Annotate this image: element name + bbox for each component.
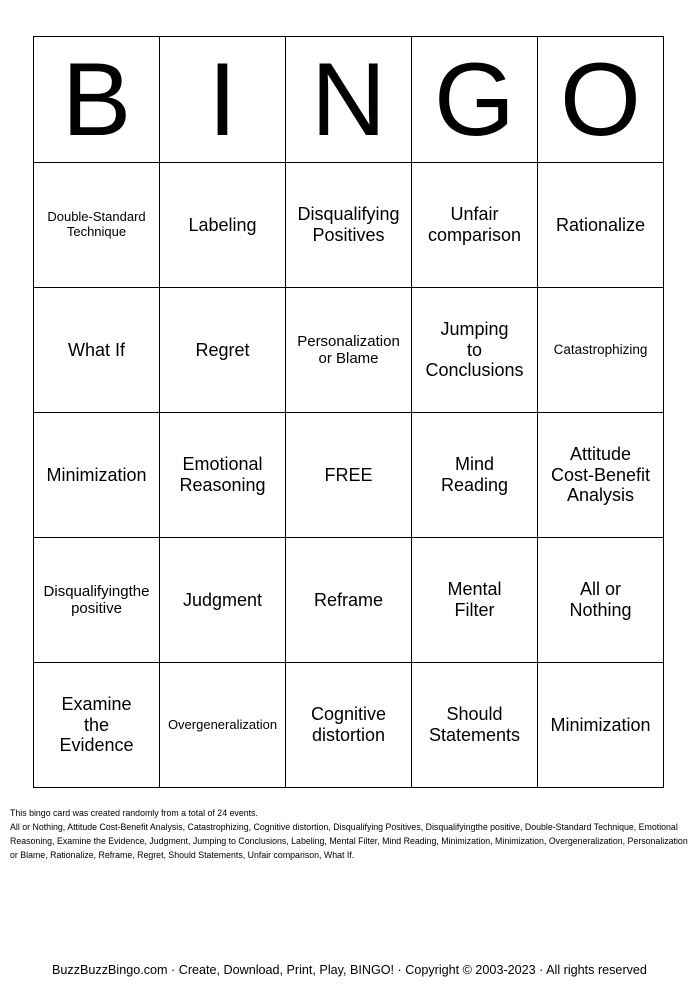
bingo-cell [538, 538, 664, 663]
card-summary: This bingo card was created randomly from a total of 24 events. [10, 808, 258, 818]
bingo-row [34, 538, 664, 663]
bingo-row [34, 663, 664, 788]
bingo-cell [412, 413, 538, 538]
bingo-cell [538, 663, 664, 788]
cell-text: Overgeneralization [167, 716, 278, 732]
bingo-cell [538, 163, 664, 288]
bingo-cell [160, 538, 286, 663]
bingo-cell [538, 413, 664, 538]
bingo-cell [286, 663, 412, 788]
bingo-cell [538, 288, 664, 413]
cell-text: Examine the Evidence [59, 693, 134, 756]
bingo-cell [160, 163, 286, 288]
bingo-cell [412, 663, 538, 788]
bingo-row [34, 163, 664, 288]
cell-text: Disqualifyingthe positive [43, 582, 150, 617]
cell-text: Regret [195, 339, 250, 360]
cell-text: Emotional Reasoning [179, 454, 266, 495]
bingo-cell [34, 413, 160, 538]
cell-text: Judgment [182, 589, 263, 610]
bingo-row [34, 413, 664, 538]
cell-text: Personalization or Blame [297, 332, 400, 367]
cell-text: Catastrophizing [553, 342, 648, 358]
header-letter-o: O [538, 37, 664, 163]
bingo-cell [286, 538, 412, 663]
free-space-text: FREE [324, 464, 373, 485]
bingo-cell [412, 288, 538, 413]
cell-text: Minimization [46, 464, 147, 485]
cell-text: What If [67, 339, 125, 360]
bingo-cell [286, 288, 412, 413]
header-letter-g: G [412, 37, 538, 163]
bingo-row [34, 288, 664, 413]
bingo-cell [412, 538, 538, 663]
bingo-cell [34, 663, 160, 788]
site-footer: BuzzBuzzBingo.com · Create, Download, Print, Play, BINGO! · Copyright © 2003-2023 · All rights reserved [52, 963, 647, 977]
cell-text: Mental Filter [447, 579, 502, 620]
card-info [10, 806, 690, 862]
cell-text: All or Nothing [569, 579, 632, 620]
header-letter-n: N [286, 37, 412, 163]
cell-text: Double-Standard Technique [47, 209, 146, 239]
bingo-cell [286, 163, 412, 288]
bingo-cell [160, 663, 286, 788]
cell-text: Cognitive distortion [310, 704, 387, 745]
cell-text: Rationalize [555, 214, 646, 235]
cell-text: Unfair comparison [427, 204, 522, 245]
events-list: All or Nothing, Attitude Cost-Benefit Analysis, Catastrophizing, Cognitive distortion, Disqualifying Positives, Disqualifyingthe positive, Double-Standard Technique, Emotional Reasoning, Examine the Evidence, Judgment, Jumping to Conclusions, Labeling, Mental Filter, Mind Reading, Minimization, Minimization, Overgeneralization, Personalization or Blame, Rationalize, Reframe, Regret, Should Statements, Unfair comparison, What If. [10, 822, 688, 860]
cell-text: Attitude Cost-Benefit Analysis [550, 443, 651, 506]
header-letter-i: I [160, 37, 286, 163]
bingo-cell [412, 163, 538, 288]
cell-text: Jumping to Conclusions [425, 318, 524, 381]
cell-text: Labeling [188, 214, 257, 235]
cell-text: Minimization [550, 714, 651, 735]
bingo-header-row [34, 37, 664, 163]
bingo-cell [160, 288, 286, 413]
bingo-cell [34, 538, 160, 663]
cell-text: Should Statements [428, 704, 521, 745]
bingo-cell [34, 288, 160, 413]
cell-text: Reframe [313, 589, 384, 610]
bingo-card [33, 36, 664, 788]
bingo-cell [34, 163, 160, 288]
free-space-cell [286, 413, 412, 538]
cell-text: Mind Reading [440, 454, 509, 495]
bingo-cell [160, 413, 286, 538]
cell-text: Disqualifying Positives [297, 204, 400, 245]
header-letter-b: B [34, 37, 160, 163]
